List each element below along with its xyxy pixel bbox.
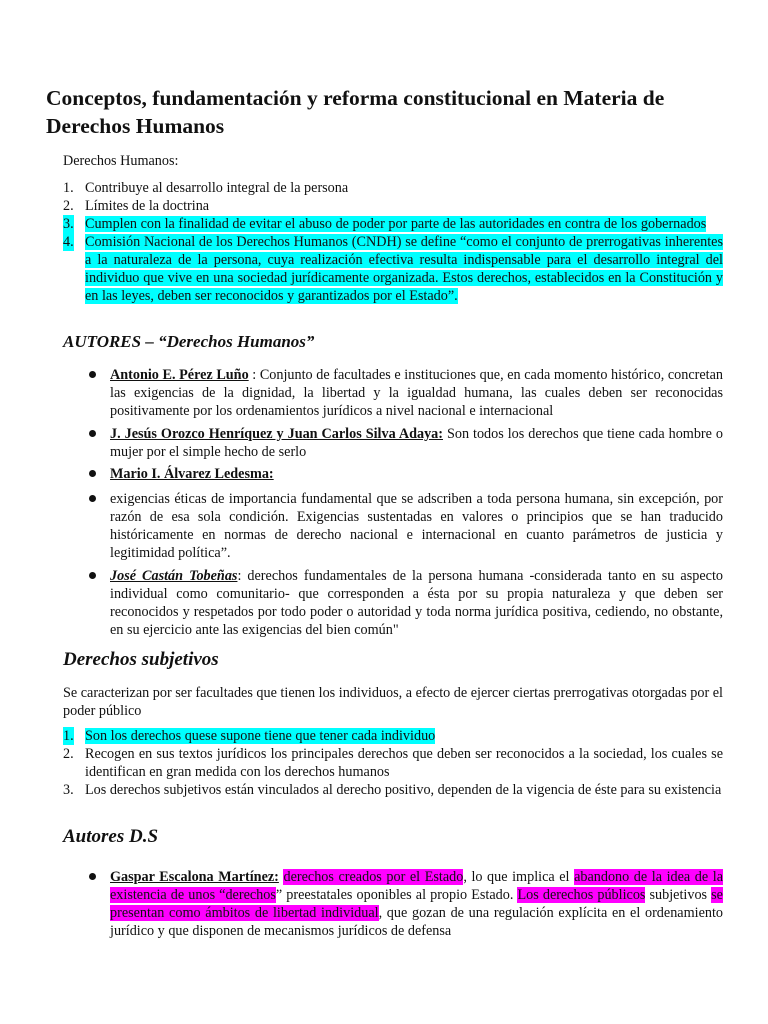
autores-heading: AUTORES – “Derechos Humanos” <box>63 332 315 351</box>
list-item-highlighted: 4. Comisión Nacional de los Derechos Humanos (CNDH) se define “como el conjunto de prerrogativas inherentes a la naturaleza de la persona, cuya realización efectiva resulta indispensable para el desarrollo integral del individuo que vive en una sociedad jurídicamente organizada. Estos derechos, establecidos en la Constitución y en las leyes, deben ser reconocidos y garantizados por el Estado”. <box>63 234 723 304</box>
list-item: Gaspar Escalona Martínez: derechos creados por el Estado, lo que implica el abandono de la idea de la existencia de unos “derechos” preestatales oponibles al propio Estado. Los derechos públicos subjetivos se presentan como ámbitos de libertad individual, que gozan de una regulación explícita en el ordenamiento jurídico y que disponen de mecanismos jurídicos de defensa <box>83 868 723 940</box>
autores-ds-heading: Autores D.S <box>63 826 159 847</box>
list-item: 1. Contribuye al desarrollo integral de la persona <box>63 180 349 196</box>
bullet-icon <box>89 572 96 579</box>
list-item: 3. Los derechos subjetivos están vinculados al derecho positivo, dependen de la vigencia de éste para su existencia <box>63 782 722 798</box>
list-item: Mario I. Álvarez Ledesma: <box>83 465 723 483</box>
list-item: José Castán Tobeñas: derechos fundamentales de la persona humana -considerada tanto en su aspecto individual como comunitario- que corresponden a ésta por su propia naturaleza y que deben ser reconocidos y respetados por todo poder o autoridad y toda norma jurídica positiva, cediendo, no obstante, en su ejercicio ante las exigencias del bien común" <box>83 567 723 639</box>
list-item: 2. Recogen en sus textos jurídicos los principales derechos que deben ser reconocidos a la sociedad, los cuales se identifican en gran medida con los derechos humanos <box>63 746 723 780</box>
list-item: Antonio E. Pérez Luño : Conjunto de facultades e instituciones que, en cada momento histórico, concretan las exigencias de la dignidad, la libertad y la igualdad humana, las cuales deben ser reconocidas positivamente por los ordenamientos jurídicos a nivel nacional e internacional <box>83 366 723 420</box>
bullet-icon <box>89 873 96 880</box>
autores-list <box>83 366 723 639</box>
list-item-highlighted: 3. Cumplen con la finalidad de evitar el abuso de poder por parte de las autoridades en contra de los gobernados <box>63 216 707 232</box>
bullet-icon <box>89 495 96 502</box>
bullet-icon <box>89 371 96 378</box>
ds-heading: Derechos subjetivos <box>63 649 219 670</box>
bullet-icon <box>89 430 96 437</box>
ds-intro: Se caracterizan por ser facultades que tienen los individuos, a efecto de ejercer ciertas prerrogativas otorgadas por el poder público <box>63 685 723 719</box>
autores-ds-list <box>83 868 723 940</box>
list-item: exigencias éticas de importancia fundamental que se adscriben a toda persona humana, sin excepción, por razón de esa sola condición. Exigencias sustentadas en valores o principios que se han traducido históricamente en normas de derecho nacional e internacional en cuanto parámetros de justicia y legitimidad política”. <box>83 490 723 562</box>
list-item: 2. Límites de la doctrina <box>63 198 210 214</box>
dh-list <box>63 179 723 305</box>
ds-list <box>63 727 723 799</box>
dh-label: Derechos Humanos: <box>63 153 179 169</box>
bullet-icon <box>89 470 96 477</box>
page-title: Conceptos, fundamentación y reforma constitucional en Materia de Derechos Humanos <box>46 86 665 138</box>
list-item: J. Jesús Orozco Henríquez y Juan Carlos Silva Adaya: Son todos los derechos que tiene cada hombre o mujer por el simple hecho de serlo <box>83 425 723 461</box>
list-item-highlighted: 1. Son los derechos quese supone tiene que tener cada individuo <box>63 728 436 744</box>
